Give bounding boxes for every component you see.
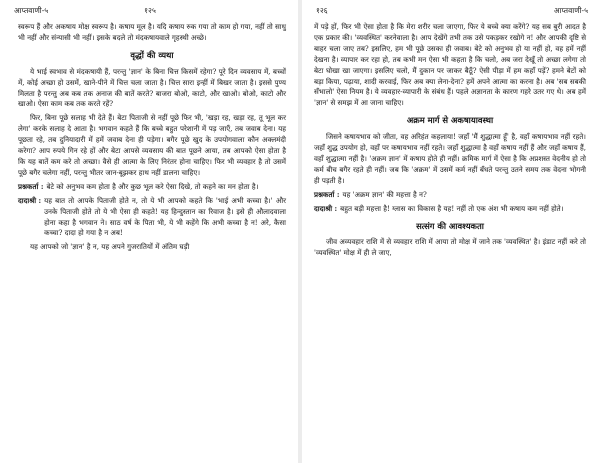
page-number: १२६ [316, 6, 328, 15]
qa-speaker: दादाश्री : [314, 203, 338, 213]
qa-speaker: दादाश्री : [18, 195, 42, 205]
paragraph: जीव अव्यवहार राशि में से व्यवहार राशि में आया तो मोक्ष में जाने तक 'व्यवस्थित' है। इंडाट नहीं करे तो 'व्यवस्थित' मोक्ष में ही ले जाए, [314, 237, 586, 258]
paragraph: में पड़े हों, फिर भी ऐसा होता है कि मेरा शरीर चला जाएगा, फिर ये बच्चे क्या करेंगे? यह सब बुरी आदत है एक प्रकार की। 'व्यवस्थित' करनेवाला है। आप देखेंगे तभी तक उसे पकड़कर रखोगे न! और आपकी दृष्टि से बाहर चला जाए तब? इसलिए, हम भी पूछे उसका ही जवाब। बेटे को अनुभव हो या नहीं हो, वह हमें नहीं देखना है। व्यापार कर रहा हो, तब कभी मन ऐसा भी कहता है कि चलो, अब जरा देखूँ तो अच्छा लगेगा तो बेटा घोखा खा जाएगा। इसलिए चलो, मैं दुकान पर जाकर बैठूँ? ऐसी पीड़ा में हम कहाँ पड़ें? हमने बेटों को बड़ा किया, पढ़ाया, शादी करवाई, फिर अब क्या लेना-देना? हमें अपने आत्मा का करना है। अब 'सब सबकी सँभालो' ऐसा नियम है। ये व्यवहार-व्यापारी के संबंध हैं। पहले अज्ञानता के कारण गहरे उतर गए थे। अब हमें 'ज्ञान' से समझ में आ जाना चाहिए। [314, 22, 586, 108]
qa-entry [18, 182, 286, 193]
qa-text: यह बात तो आपके पिताजी होते न, तो ये भी आपको कहते कि 'भाई अभी कच्चा है।' और उनके पिताजी होते तो ये भी ऐसा ही कहते! यह हिन्दुस्तान का रिवाज है। इसे ही औलादवाला होना कहा है भगवान ने। साठ वर्ष के पिता भी, ये भी कहेंगे कि अभी कच्चा है न! अरे, कैसा कच्चा? दादा हो गया है न अब! [44, 195, 286, 238]
paragraph: ये भाई स्वभाव से मंदकषायी हैं, परन्तु 'ज्ञान' के बिना चित्त किसमें रहेगा? पूरे दिन व्यवसाय में, बच्चों में, कोई अच्छा हो उसमें, खाने-पीने में चित्त चला जाता है। चित्त सारा इन्हीं में बिखर जाता है। इससे पुण्य मिलता है परन्तु अब कब तक अनाज की बातें करते? बाजरा बोओ, काटो, और खाओ। बोओ, काटो और खाओ। ऐसा काम कब तक करते रहें? [18, 66, 286, 109]
left-page [0, 0, 298, 463]
paragraph: जिसने कषायभाव को जीता, वह अरिहंत कहलाया! जहाँ 'मैं शुद्धात्मा हूँ' है, वहाँ कषायभाव नहीं रहते। जहाँ शुद्ध उपयोग हो, वहाँ पर कषायभाव नहीं रहते। जहाँ शुद्धात्मा है वहाँ कषाय नहीं हैं और जहाँ कषाय हैं, वहाँ शुद्धात्मा नहीं है। 'अक्रम ज्ञान' में कषाय होते ही नहीं। क्रमिक मार्ग में ऐसा है कि अप्रशस्त वेदनीय हो तो कर्म बीच बगैर रहते ही नहीं। जब कि 'अक्रम' में उसमें कर्म नहीं बँधते परन्तु उतने समय तक वेदना भोगनी ही पड़ती है। [314, 132, 586, 185]
left-page-header [14, 6, 286, 18]
qa-entry [18, 196, 286, 240]
qa-entry [314, 204, 586, 215]
section-heading: वृद्धों की व्यथा [130, 49, 174, 60]
right-page-header [316, 6, 588, 18]
section-heading: अक्रम मार्ग से अकषायावस्था [406, 115, 494, 126]
qa-text: बेटे को अनुभव कम होता है और कुछ भूल करे ऐसा दिखे, तो कहने का मन होता है। [46, 181, 259, 191]
qa-speaker: प्रश्नकर्ता : [314, 189, 340, 199]
running-title: आप्तवाणी-५ [553, 6, 588, 15]
qa-text: यह 'अक्रम ज्ञान' की महत्ता है न? [342, 189, 427, 199]
paragraph: स्वरूप हैं और अकषाय मोक्ष स्वरूप है। कषाय मूल है। यदि कषाय रुक गया तो काम हो गया, नहीं तो साधु भी नहीं और संन्यासी भी नहीं। इसके बदले तो मंदकषायवाले गृहस्थी अच्छे। [18, 22, 286, 42]
right-page [302, 0, 600, 463]
section-heading: सत्संग की आवश्यकता [416, 220, 484, 231]
paragraph: यह आपको जो 'ज्ञान' है न, यह अपने गुजरातियों में अंतिम घड़ी [30, 242, 190, 252]
qa-speaker: प्रश्नकर्ता : [18, 181, 44, 191]
qa-entry [314, 190, 586, 201]
page-number: १२५ [144, 6, 156, 15]
left-page-body [18, 22, 286, 256]
paragraph: फिर, बिना पूछे सलाह भी देते हैं। बेटा पिताजी से नहीं पूछे फिर भी, 'खड़ा रह, खड़ा रह, तू भूल कर लेगा' करके सलाह दे आता है। भगवान कहते हैं कि बच्चे बहुत परेशानी में पड़ जाएँ, तब जवाब देना। यह पूछता रहे, तब दुनियादारी में हमें जवाब देना ही पड़ेगा। बगैर पूछे खुद के उपयोगवाला कौन अक्लमंदी करेगा? आप रुपये गिन रहे हों और बेटा आपसे व्यवसाय की बात पूछने आया, तब आपको ऐसा होता है कि यह बातें कम करे तो अच्छा। वैसे ही आत्मा के लिए निरंतर होना चाहिए। फिर भी व्यवहार है तो उसमें पूछे बगैर चलेगा नहीं, परन्तु भीतर जान-बूझकर हाथ नहीं डालना चाहिए। [18, 113, 286, 177]
right-page-body [314, 22, 586, 262]
running-title: आप्तवाणी-५ [14, 6, 49, 15]
qa-text: बहुत बड़ी महत्ता है! ग्लास का विकास है यह! नहीं तो एक अंश भी कषाय कम नहीं होते। [340, 203, 564, 213]
